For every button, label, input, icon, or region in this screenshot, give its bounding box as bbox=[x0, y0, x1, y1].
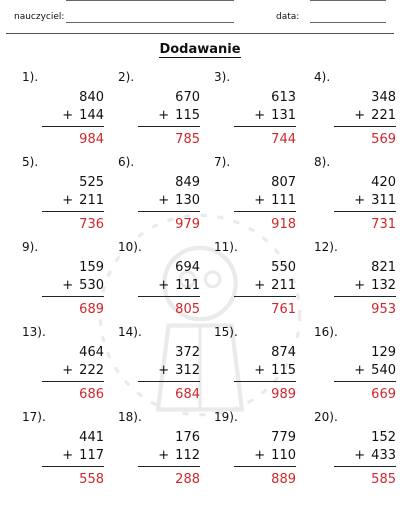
first-addend: 525 bbox=[79, 175, 104, 190]
second-addend-row bbox=[254, 448, 296, 463]
sum-answer: 761 bbox=[271, 302, 296, 317]
sum-answer: 731 bbox=[371, 217, 396, 232]
problem-number: 3). bbox=[214, 70, 231, 84]
sum-line bbox=[334, 211, 396, 212]
plus-sign: + bbox=[158, 278, 170, 293]
problem-number: 14). bbox=[118, 325, 142, 339]
addition-problem bbox=[314, 240, 400, 322]
problem-number: 13). bbox=[22, 325, 46, 339]
second-addend-row bbox=[254, 193, 296, 208]
sum-answer: 979 bbox=[175, 217, 200, 232]
header-divider bbox=[6, 33, 394, 34]
second-addend-row bbox=[254, 363, 296, 378]
teacher-label: nauczyciel: bbox=[14, 12, 65, 22]
second-addend: 211 bbox=[271, 278, 296, 293]
second-addend-row bbox=[62, 363, 104, 378]
first-addend: 874 bbox=[271, 345, 296, 360]
first-addend: 420 bbox=[371, 175, 396, 190]
problem-number: 1). bbox=[22, 70, 39, 84]
sum-answer: 669 bbox=[371, 387, 396, 402]
plus-sign: + bbox=[254, 363, 266, 378]
problem-number: 2). bbox=[118, 70, 135, 84]
sum-line bbox=[234, 381, 296, 382]
second-addend-row bbox=[354, 363, 396, 378]
problem-number: 5). bbox=[22, 155, 39, 169]
sum-line bbox=[42, 466, 104, 467]
sum-line bbox=[334, 466, 396, 467]
second-addend-row bbox=[354, 278, 396, 293]
plus-sign: + bbox=[62, 363, 74, 378]
first-addend: 670 bbox=[175, 90, 200, 105]
plus-sign: + bbox=[254, 448, 266, 463]
problem-number: 16). bbox=[314, 325, 338, 339]
plus-sign: + bbox=[158, 108, 170, 123]
top-line-right bbox=[310, 0, 386, 1]
first-addend: 779 bbox=[271, 430, 296, 445]
problem-number: 7). bbox=[214, 155, 231, 169]
sum-answer: 558 bbox=[79, 472, 104, 487]
addition-problem bbox=[22, 155, 112, 237]
first-addend: 694 bbox=[175, 260, 200, 275]
problem-number: 19). bbox=[214, 410, 238, 424]
worksheet-header bbox=[0, 12, 400, 26]
sum-answer: 684 bbox=[175, 387, 200, 402]
sum-line bbox=[42, 126, 104, 127]
sum-answer: 953 bbox=[371, 302, 396, 317]
addition-problem bbox=[214, 325, 304, 407]
sum-answer: 288 bbox=[175, 472, 200, 487]
addition-problem bbox=[314, 155, 400, 237]
worksheet-title bbox=[0, 42, 400, 57]
problem-number: 17). bbox=[22, 410, 46, 424]
plus-sign: + bbox=[62, 193, 74, 208]
first-addend: 821 bbox=[371, 260, 396, 275]
first-addend: 849 bbox=[175, 175, 200, 190]
second-addend: 130 bbox=[175, 193, 200, 208]
second-addend: 312 bbox=[175, 363, 200, 378]
sum-answer: 918 bbox=[271, 217, 296, 232]
plus-sign: + bbox=[62, 448, 74, 463]
problem-number: 4). bbox=[314, 70, 331, 84]
second-addend: 221 bbox=[371, 108, 396, 123]
second-addend: 115 bbox=[271, 363, 296, 378]
sum-answer: 689 bbox=[79, 302, 104, 317]
second-addend: 131 bbox=[271, 108, 296, 123]
sum-answer: 585 bbox=[371, 472, 396, 487]
first-addend: 550 bbox=[271, 260, 296, 275]
first-addend: 348 bbox=[371, 90, 396, 105]
sum-line bbox=[234, 126, 296, 127]
second-addend-row bbox=[62, 108, 104, 123]
first-addend: 613 bbox=[271, 90, 296, 105]
second-addend-row bbox=[354, 193, 396, 208]
sum-line bbox=[234, 296, 296, 297]
first-addend: 129 bbox=[371, 345, 396, 360]
second-addend-row bbox=[354, 448, 396, 463]
plus-sign: + bbox=[354, 363, 366, 378]
second-addend: 117 bbox=[79, 448, 104, 463]
problem-number: 9). bbox=[22, 240, 39, 254]
sum-line bbox=[334, 381, 396, 382]
second-addend: 211 bbox=[79, 193, 104, 208]
sum-answer: 569 bbox=[371, 132, 396, 147]
second-addend: 311 bbox=[371, 193, 396, 208]
sum-line bbox=[334, 126, 396, 127]
first-addend: 372 bbox=[175, 345, 200, 360]
plus-sign: + bbox=[254, 193, 266, 208]
sum-line bbox=[42, 296, 104, 297]
second-addend: 111 bbox=[271, 193, 296, 208]
addition-problem bbox=[22, 70, 112, 152]
second-addend-row bbox=[254, 108, 296, 123]
sum-line bbox=[42, 211, 104, 212]
second-addend-row bbox=[158, 448, 200, 463]
addition-problem bbox=[118, 410, 208, 492]
problem-number: 15). bbox=[214, 325, 238, 339]
second-addend: 111 bbox=[175, 278, 200, 293]
addition-problem bbox=[314, 70, 400, 152]
second-addend-row bbox=[354, 108, 396, 123]
plus-sign: + bbox=[354, 448, 366, 463]
addition-problem bbox=[22, 410, 112, 492]
sum-answer: 805 bbox=[175, 302, 200, 317]
addition-problem bbox=[214, 240, 304, 322]
second-addend: 530 bbox=[79, 278, 104, 293]
second-addend-row bbox=[158, 278, 200, 293]
addition-problem bbox=[314, 325, 400, 407]
addition-problem bbox=[22, 240, 112, 322]
second-addend: 433 bbox=[371, 448, 396, 463]
first-addend: 159 bbox=[79, 260, 104, 275]
sum-line bbox=[334, 296, 396, 297]
first-addend: 176 bbox=[175, 430, 200, 445]
addition-problem bbox=[118, 240, 208, 322]
sum-answer: 744 bbox=[271, 132, 296, 147]
problem-number: 11). bbox=[214, 240, 238, 254]
addition-problem bbox=[22, 325, 112, 407]
sum-line bbox=[138, 211, 200, 212]
addition-problem bbox=[214, 70, 304, 152]
date-line[interactable] bbox=[310, 22, 386, 23]
sum-line bbox=[42, 381, 104, 382]
teacher-name-line[interactable] bbox=[66, 22, 234, 23]
second-addend: 115 bbox=[175, 108, 200, 123]
first-addend: 464 bbox=[79, 345, 104, 360]
first-addend: 441 bbox=[79, 430, 104, 445]
second-addend-row bbox=[62, 193, 104, 208]
first-addend: 152 bbox=[371, 430, 396, 445]
problem-number: 20). bbox=[314, 410, 338, 424]
sum-line bbox=[234, 466, 296, 467]
addition-problem bbox=[118, 155, 208, 237]
sum-line bbox=[138, 381, 200, 382]
sum-answer: 686 bbox=[79, 387, 104, 402]
second-addend: 540 bbox=[371, 363, 396, 378]
second-addend: 132 bbox=[371, 278, 396, 293]
addition-problem bbox=[214, 155, 304, 237]
plus-sign: + bbox=[62, 278, 74, 293]
problem-number: 10). bbox=[118, 240, 142, 254]
sum-line bbox=[138, 126, 200, 127]
plus-sign: + bbox=[254, 278, 266, 293]
plus-sign: + bbox=[62, 108, 74, 123]
sum-answer: 989 bbox=[271, 387, 296, 402]
sum-answer: 984 bbox=[79, 132, 104, 147]
addition-problem bbox=[214, 410, 304, 492]
second-addend: 222 bbox=[79, 363, 104, 378]
second-addend: 110 bbox=[271, 448, 296, 463]
second-addend-row bbox=[62, 448, 104, 463]
sum-line bbox=[234, 211, 296, 212]
second-addend-row bbox=[158, 193, 200, 208]
date-label: data: bbox=[276, 12, 300, 22]
addition-problem bbox=[118, 325, 208, 407]
second-addend-row bbox=[158, 363, 200, 378]
plus-sign: + bbox=[354, 278, 366, 293]
first-addend: 807 bbox=[271, 175, 296, 190]
top-line-left bbox=[66, 0, 234, 1]
sum-answer: 785 bbox=[175, 132, 200, 147]
sum-answer: 736 bbox=[79, 217, 104, 232]
second-addend-row bbox=[254, 278, 296, 293]
plus-sign: + bbox=[254, 108, 266, 123]
problem-number: 18). bbox=[118, 410, 142, 424]
plus-sign: + bbox=[158, 448, 170, 463]
worksheet-title-text: Dodawanie bbox=[159, 42, 241, 57]
plus-sign: + bbox=[158, 193, 170, 208]
problem-number: 8). bbox=[314, 155, 331, 169]
first-addend: 840 bbox=[79, 90, 104, 105]
second-addend-row bbox=[62, 278, 104, 293]
second-addend: 144 bbox=[79, 108, 104, 123]
second-addend-row bbox=[158, 108, 200, 123]
addition-problem bbox=[314, 410, 400, 492]
plus-sign: + bbox=[354, 193, 366, 208]
sum-answer: 889 bbox=[271, 472, 296, 487]
problem-number: 12). bbox=[314, 240, 338, 254]
addition-problem bbox=[118, 70, 208, 152]
plus-sign: + bbox=[354, 108, 366, 123]
problem-number: 6). bbox=[118, 155, 135, 169]
plus-sign: + bbox=[158, 363, 170, 378]
second-addend: 112 bbox=[175, 448, 200, 463]
sum-line bbox=[138, 466, 200, 467]
sum-line bbox=[138, 296, 200, 297]
